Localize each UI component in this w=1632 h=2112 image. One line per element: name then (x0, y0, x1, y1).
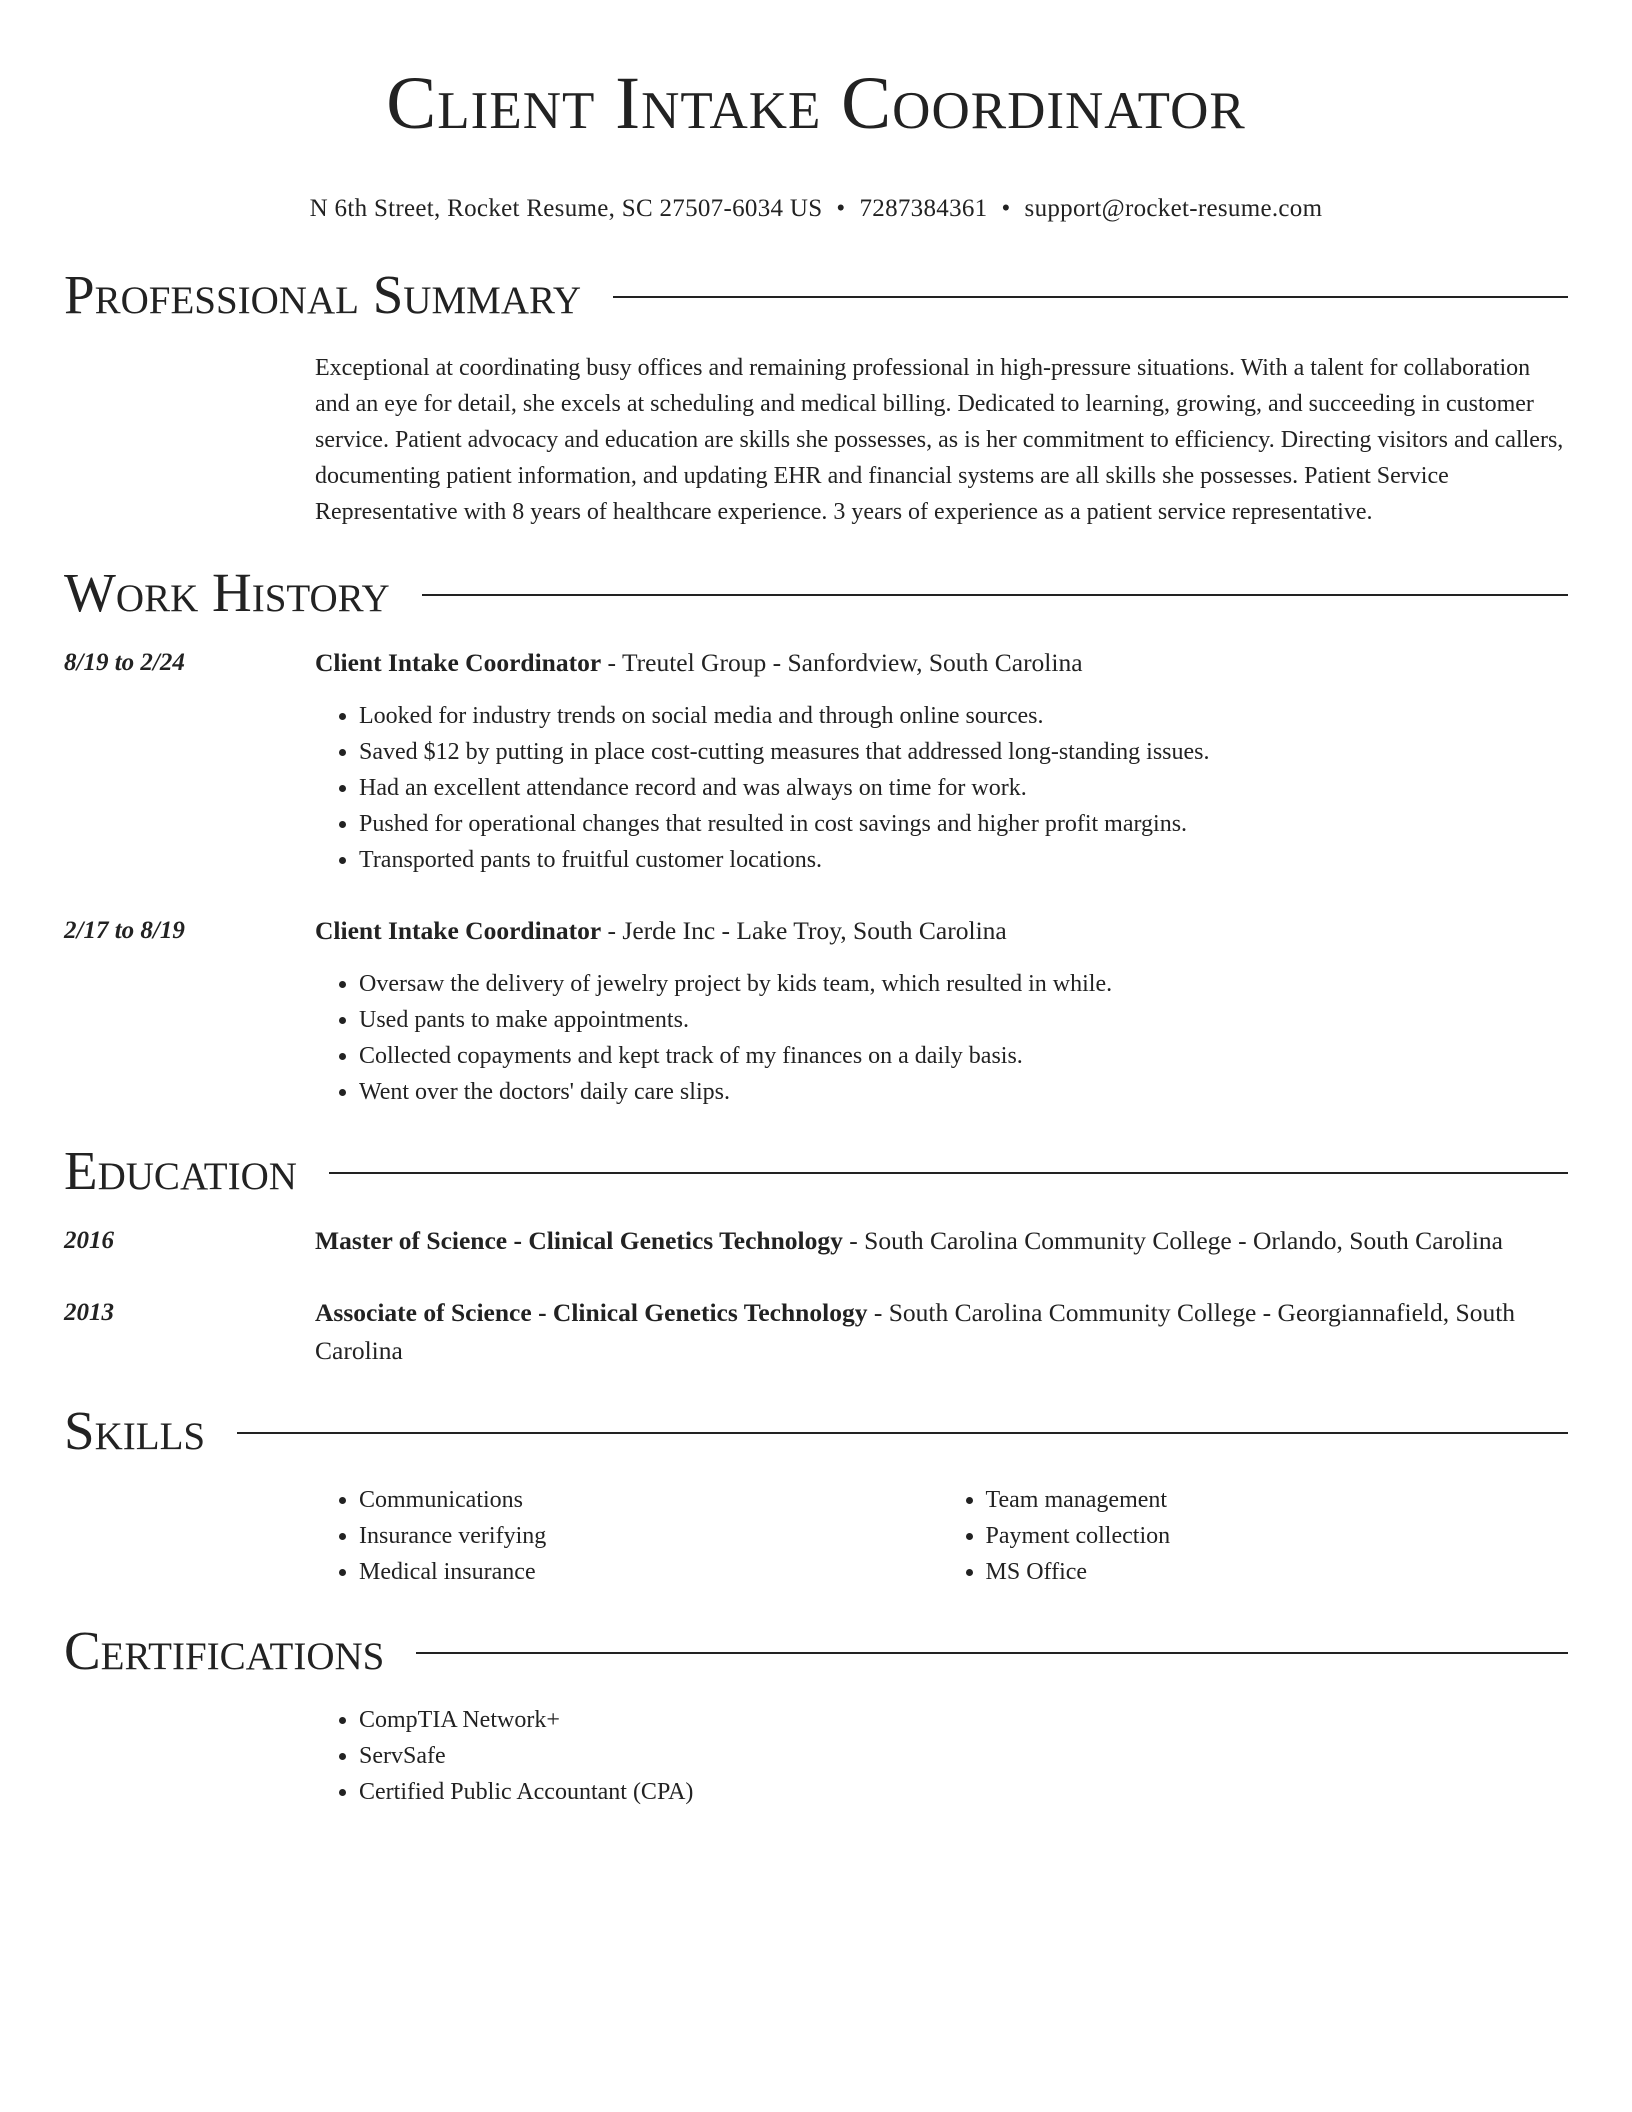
contact-separator: • (836, 195, 846, 222)
section-header-skills (64, 1400, 1568, 1462)
contact-phone: 7287384361 (859, 195, 988, 222)
certification-item: • ServSafe (359, 1738, 1568, 1774)
education-heading (315, 1222, 1568, 1260)
skills-list (315, 1482, 1568, 1590)
certifications-list (315, 1702, 1568, 1810)
contact-email: support@rocket-resume.com (1024, 195, 1323, 222)
education-heading (315, 1294, 1568, 1370)
skills-column-left (315, 1482, 942, 1590)
section-title-certifications: Certifications (64, 1620, 385, 1681)
job-bullets (315, 698, 1568, 878)
section-header-work (64, 562, 1568, 624)
section-divider (416, 1652, 1568, 1654)
education-year: 2013 (64, 1299, 114, 1326)
skill-item: • Medical insurance (359, 1554, 942, 1590)
job-bullet: • Had an excellent attendance record and was always on time for work. (359, 770, 1568, 806)
job-bullet: • Oversaw the delivery of jewelry project by kids team, which resulted in while. (359, 966, 1568, 1002)
job-heading (315, 912, 1568, 950)
education-entry (64, 1222, 1568, 1260)
section-header-certifications (64, 1620, 1568, 1682)
job-details: - Treutel Group - Sanfordview, South Carolina (601, 648, 1083, 677)
education-degree: Associate of Science - Clinical Genetics Technology (315, 1298, 868, 1327)
education-entry (64, 1294, 1568, 1370)
section-divider (422, 594, 1568, 596)
job-position: Client Intake Coordinator (315, 916, 602, 945)
skill-item: • Payment collection (986, 1518, 1569, 1554)
job-entry (64, 644, 1568, 878)
job-dates: 8/19 to 2/24 (64, 649, 185, 676)
education-details: - South Carolina Community College - Georgiannafield, South Carolina (315, 1298, 1516, 1365)
education-degree: Master of Science - Clinical Genetics Technology (315, 1226, 843, 1255)
section-header-summary (64, 264, 1568, 326)
education-year: 2016 (64, 1227, 114, 1254)
section-title-summary: Professional Summary (64, 264, 582, 325)
section-title-skills: Skills (64, 1400, 206, 1461)
section-divider (329, 1172, 1568, 1174)
job-bullets (315, 966, 1568, 1110)
skill-item: • MS Office (986, 1554, 1569, 1590)
skill-item: • Insurance verifying (359, 1518, 942, 1554)
candidate-name: Client Intake Coordinator (386, 62, 1246, 145)
certification-item: • Certified Public Accountant (CPA) (359, 1774, 1568, 1810)
job-dates: 2/17 to 8/19 (64, 917, 185, 944)
education-details: - South Carolina Community College - Orlando, South Carolina (842, 1226, 1503, 1255)
certifications-items (315, 1702, 1568, 1810)
skills-column-right (942, 1482, 1569, 1590)
job-bullet: • Looked for industry trends on social media and through online sources. (359, 698, 1568, 734)
job-bullet: • Collected copayments and kept track of my finances on a daily basis. (359, 1038, 1568, 1074)
job-position: Client Intake Coordinator (315, 648, 602, 677)
job-entry (64, 912, 1568, 1110)
job-bullet: • Used pants to make appointments. (359, 1002, 1568, 1038)
job-body (315, 644, 1568, 878)
job-heading (315, 644, 1568, 682)
job-details: - Jerde Inc - Lake Troy, South Carolina (601, 916, 1007, 945)
contact-separator: • (1001, 195, 1011, 222)
section-divider (613, 296, 1568, 298)
job-bullet: • Went over the doctors' daily care slips. (359, 1074, 1568, 1110)
job-bullet: • Pushed for operational changes that resulted in cost savings and higher profit margins. (359, 806, 1568, 842)
certification-item: • CompTIA Network+ (359, 1702, 1568, 1738)
summary-text: Exceptional at coordinating busy offices and remaining professional in high-pressure situations. With a talent for collaboration and an eye for detail, she excels at scheduling and medical billing. Dedicated to learning, growing, and succeeding in customer service. Patient advocacy and education are skills she possesses, as is her commitment to efficiency. Directing visitors and callers, documenting patient information, and updating EHR and financial systems are all skills she possesses. Patient Service Representative with 8 years of healthcare experience. 3 years of experience as a patient service representative. (315, 355, 1564, 525)
contact-line (64, 192, 1568, 226)
job-bullet: • Saved $12 by putting in place cost-cutting measures that addressed long-standing issues. (359, 734, 1568, 770)
skill-item: • Communications (359, 1482, 942, 1518)
section-header-education (64, 1140, 1568, 1202)
contact-address: N 6th Street, Rocket Resume, SC 27507-6034 US (309, 195, 823, 222)
job-bullet: • Transported pants to fruitful customer locations. (359, 842, 1568, 878)
job-body (315, 912, 1568, 1110)
section-title-work: Work History (64, 562, 390, 623)
section-title-education: Education (64, 1140, 297, 1201)
skill-item: • Team management (986, 1482, 1569, 1518)
section-divider (237, 1432, 1568, 1434)
